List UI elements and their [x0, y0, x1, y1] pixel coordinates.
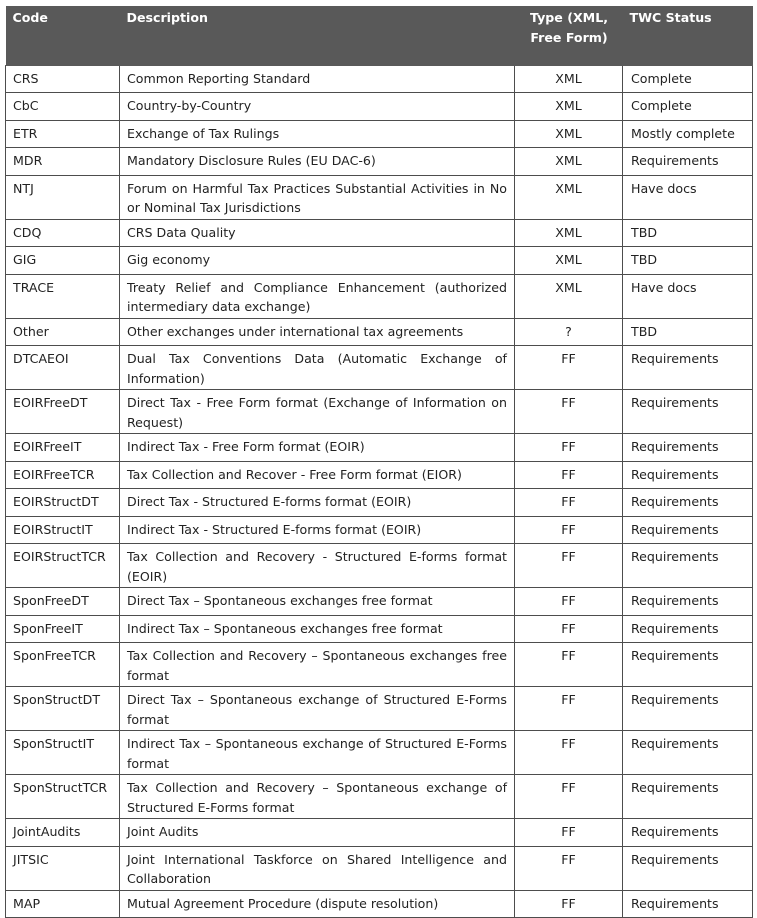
type-cell: XML	[515, 219, 623, 247]
code-cell: CDQ	[6, 219, 120, 247]
code-cell: EOIRStructDT	[6, 489, 120, 517]
type-cell: XML	[515, 93, 623, 121]
exchange-types-table	[5, 6, 753, 918]
code-cell: TRACE	[6, 274, 120, 318]
code-cell: NTJ	[6, 175, 120, 219]
table-row	[6, 461, 753, 489]
table-row	[6, 120, 753, 148]
description-cell: Treaty Relief and Compliance Enhancement (authorized intermediary data exchange)	[120, 274, 515, 318]
exchange-types-table-container	[5, 6, 752, 918]
header-status: TWC Status	[623, 6, 753, 65]
description-cell: Indirect Tax - Structured E-forms format (EOIR)	[120, 516, 515, 544]
type-cell: FF	[515, 390, 623, 434]
table-row	[6, 615, 753, 643]
header-type: Type (XML, Free Form)	[515, 6, 623, 65]
description-cell: Dual Tax Conventions Data (Automatic Exchange of Information)	[120, 346, 515, 390]
type-cell: FF	[515, 775, 623, 819]
description-cell: Tax Collection and Recovery - Structured E-forms format (EOIR)	[120, 544, 515, 588]
type-cell: XML	[515, 274, 623, 318]
description-cell: Joint International Taskforce on Shared Intelligence and Collaboration	[120, 846, 515, 890]
type-cell: FF	[515, 890, 623, 918]
code-cell: SponStructTCR	[6, 775, 120, 819]
description-cell: Country-by-Country	[120, 93, 515, 121]
description-cell: Tax Collection and Recovery – Spontaneous exchange of Structured E-Forms format	[120, 775, 515, 819]
table-row	[6, 890, 753, 918]
status-cell: Requirements	[623, 346, 753, 390]
type-cell: ?	[515, 318, 623, 346]
table-row	[6, 346, 753, 390]
status-cell: Requirements	[623, 846, 753, 890]
status-cell: Have docs	[623, 274, 753, 318]
code-cell: EOIRStructIT	[6, 516, 120, 544]
status-cell: Requirements	[623, 731, 753, 775]
status-cell: Requirements	[623, 516, 753, 544]
description-cell: Tax Collection and Recover - Free Form format (EIOR)	[120, 461, 515, 489]
type-cell: FF	[515, 846, 623, 890]
description-cell: Exchange of Tax Rulings	[120, 120, 515, 148]
code-cell: EOIRFreeTCR	[6, 461, 120, 489]
table-header	[6, 6, 753, 65]
type-cell: XML	[515, 247, 623, 275]
table-row	[6, 489, 753, 517]
status-cell: Requirements	[623, 148, 753, 176]
status-cell: Complete	[623, 93, 753, 121]
status-cell: Complete	[623, 65, 753, 93]
status-cell: Requirements	[623, 390, 753, 434]
table-row	[6, 687, 753, 731]
code-cell: JITSIC	[6, 846, 120, 890]
table-row	[6, 247, 753, 275]
status-cell: TBD	[623, 318, 753, 346]
description-cell: Common Reporting Standard	[120, 65, 515, 93]
table-row	[6, 643, 753, 687]
status-cell: Requirements	[623, 434, 753, 462]
code-cell: SponFreeDT	[6, 588, 120, 616]
code-cell: JointAudits	[6, 819, 120, 847]
type-cell: FF	[515, 615, 623, 643]
description-cell: Direct Tax – Spontaneous exchanges free format	[120, 588, 515, 616]
status-cell: Mostly complete	[623, 120, 753, 148]
type-cell: FF	[515, 434, 623, 462]
table-row	[6, 516, 753, 544]
type-cell: FF	[515, 687, 623, 731]
code-cell: GIG	[6, 247, 120, 275]
code-cell: CRS	[6, 65, 120, 93]
status-cell: Requirements	[623, 687, 753, 731]
table-row	[6, 846, 753, 890]
table-row	[6, 731, 753, 775]
description-cell: Indirect Tax – Spontaneous exchanges free format	[120, 615, 515, 643]
type-cell: FF	[515, 731, 623, 775]
table-row	[6, 588, 753, 616]
table-row	[6, 775, 753, 819]
table-row	[6, 93, 753, 121]
table-row	[6, 318, 753, 346]
description-cell: CRS Data Quality	[120, 219, 515, 247]
type-cell: FF	[515, 588, 623, 616]
code-cell: EOIRFreeDT	[6, 390, 120, 434]
status-cell: Requirements	[623, 461, 753, 489]
table-row	[6, 274, 753, 318]
type-cell: FF	[515, 643, 623, 687]
code-cell: DTCAEOI	[6, 346, 120, 390]
code-cell: EOIRFreeIT	[6, 434, 120, 462]
table-row	[6, 390, 753, 434]
status-cell: Requirements	[623, 489, 753, 517]
code-cell: SponFreeTCR	[6, 643, 120, 687]
code-cell: ETR	[6, 120, 120, 148]
description-cell: Mandatory Disclosure Rules (EU DAC-6)	[120, 148, 515, 176]
status-cell: TBD	[623, 247, 753, 275]
table-row	[6, 434, 753, 462]
type-cell: XML	[515, 65, 623, 93]
description-cell: Indirect Tax – Spontaneous exchange of Structured E-Forms format	[120, 731, 515, 775]
description-cell: Forum on Harmful Tax Practices Substantial Activities in No or Nominal Tax Jurisdictions	[120, 175, 515, 219]
status-cell: Have docs	[623, 175, 753, 219]
description-cell: Direct Tax – Spontaneous exchange of Structured E-Forms format	[120, 687, 515, 731]
description-cell: Mutual Agreement Procedure (dispute resolution)	[120, 890, 515, 918]
type-cell: FF	[515, 346, 623, 390]
type-cell: FF	[515, 544, 623, 588]
type-cell: FF	[515, 461, 623, 489]
table-row	[6, 148, 753, 176]
status-cell: Requirements	[623, 819, 753, 847]
type-cell: XML	[515, 120, 623, 148]
description-cell: Other exchanges under international tax agreements	[120, 318, 515, 346]
description-cell: Indirect Tax - Free Form format (EOIR)	[120, 434, 515, 462]
table-row	[6, 219, 753, 247]
description-cell: Joint Audits	[120, 819, 515, 847]
description-cell: Tax Collection and Recovery – Spontaneous exchanges free format	[120, 643, 515, 687]
table-body	[6, 65, 753, 918]
code-cell: SponStructDT	[6, 687, 120, 731]
header-row	[6, 6, 753, 65]
status-cell: Requirements	[623, 615, 753, 643]
description-cell: Direct Tax - Free Form format (Exchange of Information on Request)	[120, 390, 515, 434]
description-cell: Gig economy	[120, 247, 515, 275]
code-cell: EOIRStructTCR	[6, 544, 120, 588]
status-cell: Requirements	[623, 643, 753, 687]
type-cell: FF	[515, 489, 623, 517]
code-cell: SponFreeIT	[6, 615, 120, 643]
table-row	[6, 819, 753, 847]
status-cell: Requirements	[623, 890, 753, 918]
code-cell: CbC	[6, 93, 120, 121]
table-row	[6, 544, 753, 588]
type-cell: FF	[515, 819, 623, 847]
type-cell: FF	[515, 516, 623, 544]
description-cell: Direct Tax - Structured E-forms format (EOIR)	[120, 489, 515, 517]
status-cell: TBD	[623, 219, 753, 247]
status-cell: Requirements	[623, 544, 753, 588]
table-row	[6, 65, 753, 93]
type-cell: XML	[515, 175, 623, 219]
code-cell: MAP	[6, 890, 120, 918]
status-cell: Requirements	[623, 775, 753, 819]
status-cell: Requirements	[623, 588, 753, 616]
header-code: Code	[6, 6, 120, 65]
code-cell: SponStructIT	[6, 731, 120, 775]
table-row	[6, 175, 753, 219]
type-cell: XML	[515, 148, 623, 176]
code-cell: Other	[6, 318, 120, 346]
header-description: Description	[120, 6, 515, 65]
code-cell: MDR	[6, 148, 120, 176]
